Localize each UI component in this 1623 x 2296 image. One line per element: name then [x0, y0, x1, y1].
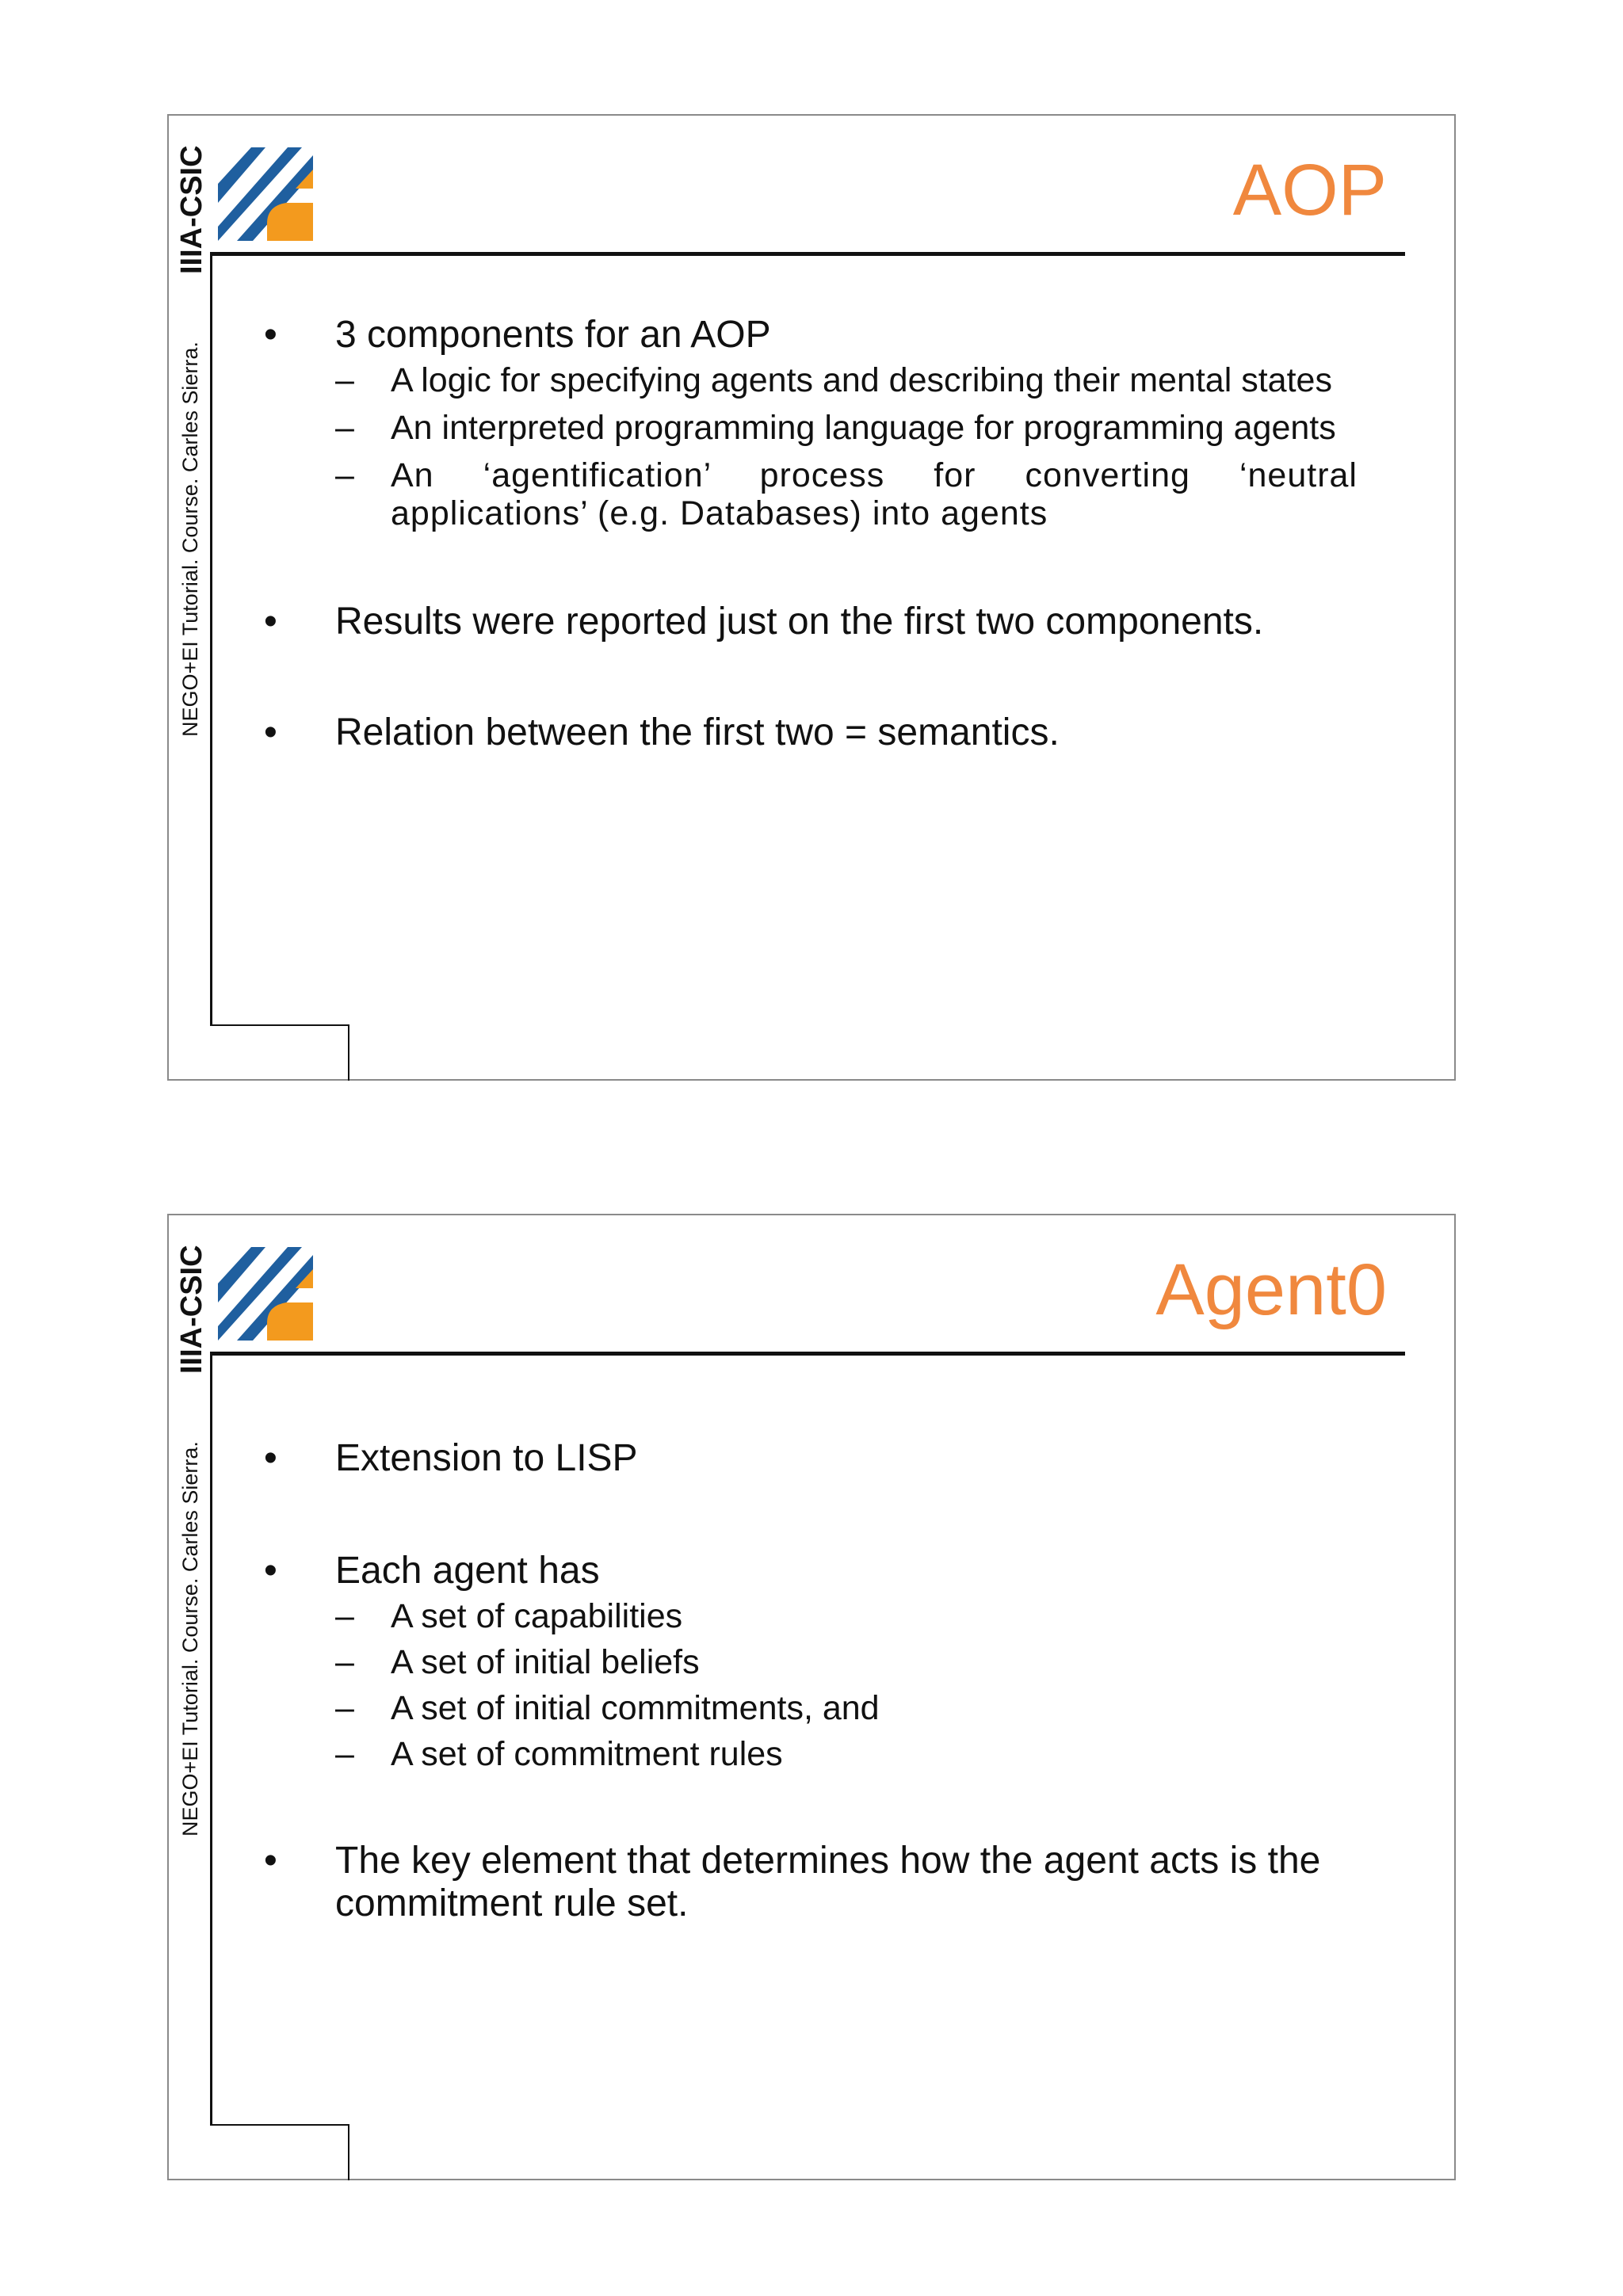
bullet-glyph: •: [264, 711, 277, 753]
bullet-glyph: •: [264, 1437, 277, 1479]
sub-item: [264, 456, 1358, 532]
bullet-glyph: •: [264, 314, 277, 356]
bullet-item: [264, 711, 1358, 754]
bullet-item: [264, 1840, 1358, 1925]
dash-glyph: –: [335, 1689, 354, 1727]
sub-item: [264, 1643, 1358, 1681]
bullet-item: [264, 314, 1358, 357]
credit-label: NEGO+EI Tutorial. Course. Carles Sierra.: [178, 341, 202, 737]
iiia-logo-icon: [218, 147, 313, 241]
dash-glyph: –: [335, 409, 354, 447]
sub-text: An interpreted programming language for programming agents: [391, 409, 1336, 447]
frame-corner-rule: [348, 1024, 349, 1081]
bullet-glyph: •: [264, 1840, 277, 1882]
credit-label: NEGO+EI Tutorial. Course. Carles Sierra.: [178, 1441, 202, 1836]
sub-text: An ‘agentification’ process for converting ‘neutral applications’ (e.g. Databases) into agents: [391, 456, 1358, 532]
sub-text: A logic for specifying agents and describing their mental states: [391, 361, 1332, 399]
sub-item: [264, 1597, 1358, 1635]
bullet-text: 3 components for an AOP: [335, 314, 771, 356]
frame-left-rule: [210, 1353, 212, 2125]
bullet-text: Relation between the first two = semantics.: [335, 711, 1060, 753]
slide-agent0: [167, 1214, 1456, 2180]
frame-left-rule: [210, 254, 212, 1025]
sub-item: [264, 1689, 1358, 1727]
bullet-item: [264, 1550, 1358, 1592]
sub-item: [264, 409, 1358, 447]
bullet-text: Extension to LISP: [335, 1437, 638, 1479]
sub-text: A set of capabilities: [391, 1597, 683, 1635]
sub-list: [264, 361, 1358, 532]
bullet-text: The key element that determines how the agent acts is the commitment rule set.: [335, 1840, 1321, 1924]
dash-glyph: –: [335, 1735, 354, 1773]
slide-title: Agent0: [1155, 1249, 1387, 1330]
title-rule: [210, 252, 1405, 256]
slide-content: [264, 314, 1358, 754]
bullet-item: [264, 601, 1358, 643]
brand-label: IIIA-CSIC: [175, 1245, 208, 1374]
slide-title: AOP: [1232, 150, 1387, 231]
slide-content: [264, 1437, 1358, 1925]
iiia-logo-icon: [218, 1247, 313, 1341]
sub-list: [264, 1597, 1358, 1773]
frame-bottom-rule: [210, 1024, 349, 1026]
dash-glyph: –: [335, 361, 354, 399]
sub-text: A set of initial beliefs: [391, 1643, 700, 1681]
bullet-item: [264, 1437, 1358, 1480]
sub-text: A set of commitment rules: [391, 1735, 783, 1773]
sub-item: [264, 361, 1358, 399]
frame-corner-rule: [348, 2124, 349, 2180]
bullet-text: Results were reported just on the first two components.: [335, 601, 1264, 643]
sub-item: [264, 1735, 1358, 1773]
bullet-text: Each agent has: [335, 1550, 600, 1592]
dash-glyph: –: [335, 456, 355, 494]
slide-aop: [167, 114, 1456, 1081]
bullet-glyph: •: [264, 601, 277, 643]
bullet-glyph: •: [264, 1550, 277, 1592]
dash-glyph: –: [335, 1643, 354, 1681]
brand-label: IIIA-CSIC: [175, 145, 208, 274]
title-rule: [210, 1352, 1405, 1356]
sub-text: A set of initial commitments, and: [391, 1689, 880, 1727]
dash-glyph: –: [335, 1597, 354, 1635]
frame-bottom-rule: [210, 2124, 349, 2126]
